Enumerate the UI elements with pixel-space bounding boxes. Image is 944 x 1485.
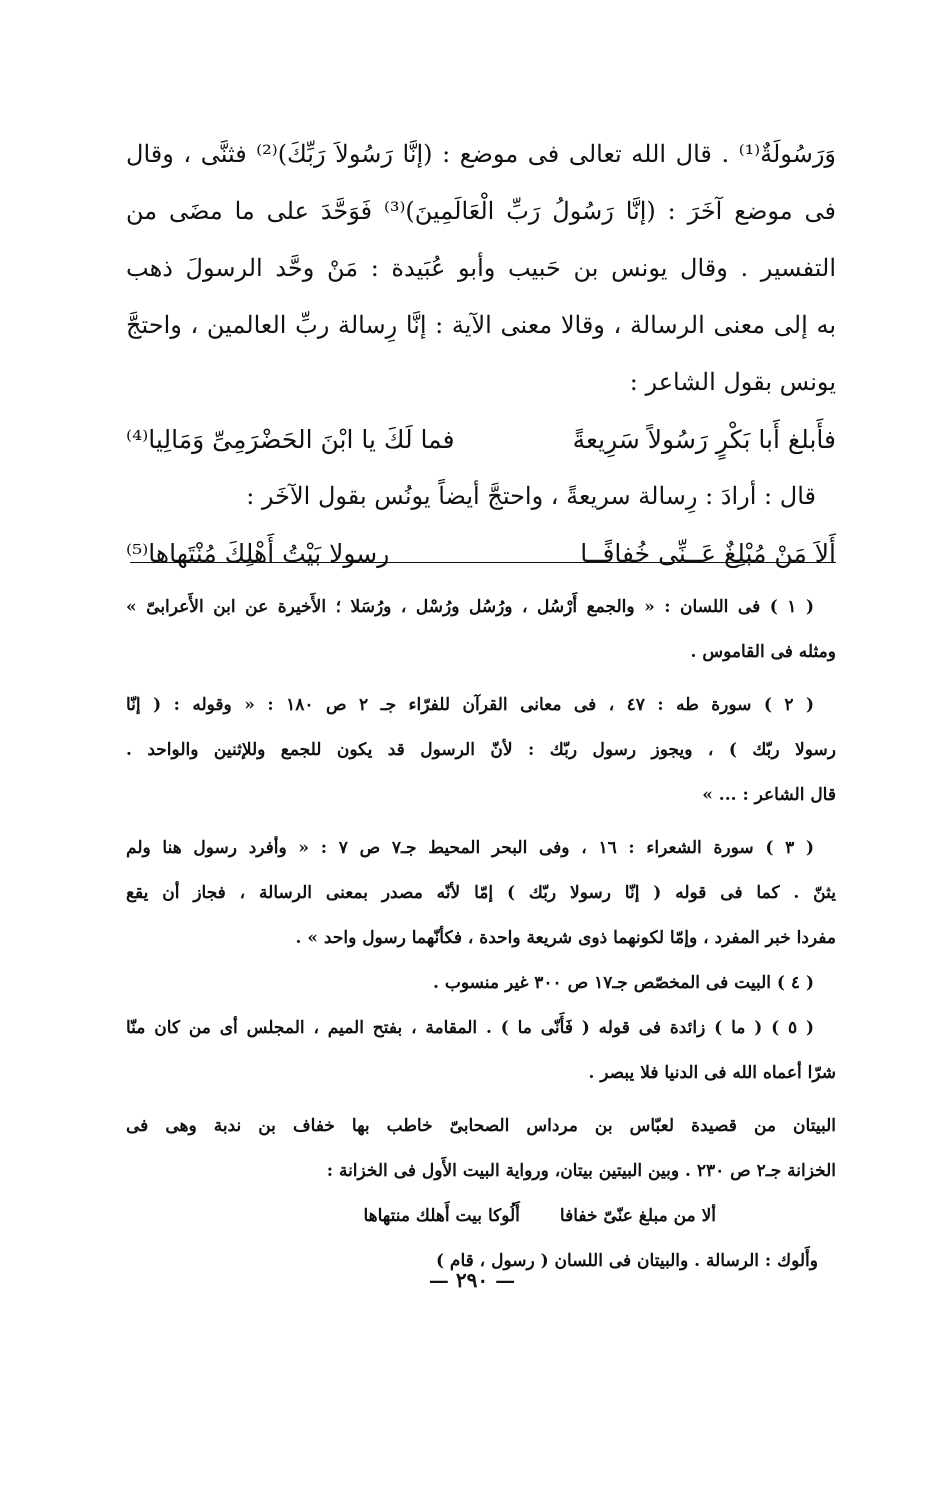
footnote-line: رسولا ربّك ) ، ويجوز رسول ربّك : لأنّ الرسول قد يكون للجمع وللإثنين والواحد . [126,740,836,760]
footnote-line: ( ٤ ) البيت فى المخصّص جـ١٧ ص ٣٠٠ غير منسوب . [433,973,814,993]
footnote-line: مفردا خبر المفرد ، وإمّا لكونهما ذوى شريعة واحدة ، فكأنّهما رسول واحد » . [295,928,836,948]
main-text-line: يونس بقول الشاعر : [629,368,836,396]
couplet-second-hemistich: أَلُوكا بيت أَهلك منتهاها [363,1206,520,1226]
main-text-line: به إلى معنى الرسالة ، وقالا معنى الآية : إنَّا رِسالة ربِّ العالمين ، واحتجَّ [126,311,836,339]
verse-2-intro: قال : أرادَ : رِسالة سريعةً ، واحتجَّ أيضاً يونُس بقول الآخَر : [246,482,816,510]
footnote-line: ( ٢ ) سورة طه : ٤٧ ، فى معانى القرآن للفرّاء جـ ٢ ص ١٨٠ : « وقوله : ( إنّا [126,695,815,715]
footnote-divider [130,562,836,563]
footnote-line: ( ٥ ) ( ما ) زائدة فى قوله ( فَأَنّى ما ) . المقامة ، بفتح الميم ، المجلس أى من كان منّا [126,1018,814,1038]
appendix-couplet [126,1194,836,1239]
main-text [126,126,836,582]
footnote-line: شرّا أعماه الله فى الدنيا فلا يبصر . [588,1063,836,1083]
appendix-line: البيتان من قصيدة لعبّاس بن مرداس الصحابىّ خاطب بها خفاف بن ندبة وهى فى [126,1116,836,1136]
verse-2-first-hemistich: أَلاَ مَنْ مُبْلِغٌ عَــنِّى خُفافًــا [580,539,836,568]
main-text-line: فى موضع آخَرَ : (إنَّا رَسُولُ رَبِّ الْعَالَمِينَ)⁽³⁾ فَوَحَّدَ على ما مضَى من [126,197,836,225]
couplet-first-hemistich: ألا من مبلغ عنّىّ خفافا [559,1206,716,1226]
footnote-3 [126,826,836,961]
footnote-line: ( ٣ ) سورة الشعراء : ١٦ ، وفى البحر المحيط جـ٧ ص ٧ : « وأفرد رسول هنا ولم [126,838,815,858]
footnote-1 [126,585,836,675]
footnote-line: ( ١ ) فى اللسان : « والجمع أَرْسُل ، ورُسُل ورُسْل ، ورُسَلا ؛ الأَخيرة عن ابن الأَعرابىّ » [126,597,815,617]
verse-1-second-hemistich: فما لَكَ يا ابْنَ الحَضْرَمِىِّ وَمَالِيا⁽⁴⁾ [126,425,455,454]
footnote-line: يثنّ . كما فى قوله ( إنّا رسولا ربّك ) إمّا لأنّه مصدر بمعنى الرسالة ، فجاز أن يقع [126,883,836,903]
footnotes [126,585,836,1284]
footnote-4 [126,961,836,1006]
verse-2-second-hemistich: رسولا بَيْتُ أَهْلِكَ مُنْتَهاها⁽⁵⁾ [126,539,390,568]
page-number: — ٢٩٠ — [428,1268,516,1292]
poem-verse-2 [126,525,836,582]
poem-verse-1 [126,411,836,468]
footnote-2 [126,683,836,818]
appendix-line: الخزانة جـ٢ ص ٢٣٠ . وبين البيتين بيتان، ورواية البيت الأَول فى الخزانة : [326,1161,836,1181]
main-text-line: التفسير . وقال يونس بن حَبيب وأبو عُبَيدة : مَنْ وحَّد الرسولَ ذهب [126,254,836,282]
footnote-5 [126,1006,836,1096]
verse-1-first-hemistich: فأَبلغ أَبا بَكْرٍ رَسُولاً سَرِيعةً [572,425,836,454]
footnote-line: ومثله فى القاموس . [690,642,836,662]
footnote-line: قال الشاعر : ... » [702,785,836,805]
appendix-line: وأَلوك : الرسالة . والبيتان فى اللسان ( رسول ، قام ) [435,1251,818,1271]
appendix-note [126,1104,836,1284]
main-text-line: وَرَسُولَةٌ⁽¹⁾ . قال الله تعالى فى موضع : (إنَّا رَسُولاَ رَبِّكَ)⁽²⁾ فثنَّى ، وقال [126,140,836,168]
